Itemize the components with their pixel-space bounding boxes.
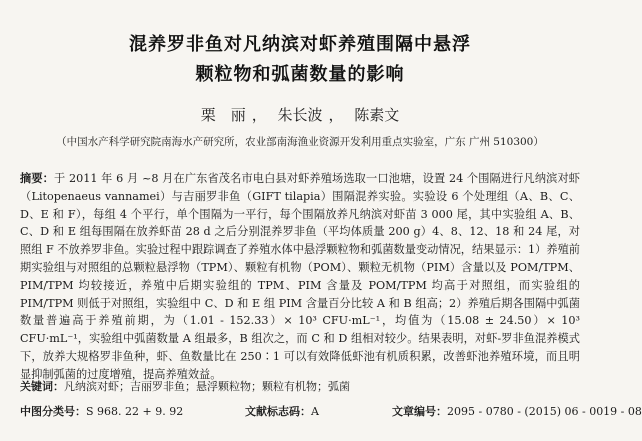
title-line-2: 颗粒物和弧菌数量的影响 bbox=[195, 64, 405, 85]
abstract-label: 摘要： bbox=[20, 172, 54, 185]
keywords-label: 关键词： bbox=[20, 380, 64, 393]
keywords-text: 凡纳滨对虾；吉丽罗非鱼；悬浮颗粒物；颗粒有机物；弧菌 bbox=[64, 380, 350, 393]
author-2: 朱长波 bbox=[277, 106, 323, 124]
affiliation: （中国水产科学研究院南海水产研究所，农业部南海渔业资源开发利用重点实验室，广东 广州 510300） bbox=[56, 136, 544, 148]
abstract bbox=[20, 170, 580, 384]
article-no-value: 2095 - 0780 - (2015) 06 - 0019 - 08 bbox=[447, 405, 642, 418]
title-line-1: 混养罗非鱼对凡纳滨对虾养殖围隔中悬浮 bbox=[129, 34, 471, 55]
article-no-label: 文章编号： bbox=[392, 405, 447, 418]
document-code bbox=[245, 403, 319, 419]
author-1: 栗 丽 bbox=[200, 106, 246, 124]
author-3: 陈素文 bbox=[354, 106, 400, 124]
author-list: 栗 丽 ， 朱长波 ， 陈素文 bbox=[200, 106, 400, 124]
doc-code-label: 文献标志码： bbox=[245, 405, 311, 418]
abstract-text: 于 2011 年 6 月 ~8 月在广东省茂名市电白县对虾养殖场选取一口池塘，设置 24 个围隔进行凡纳滨对虾（Litopenaeus vannamei）与吉丽罗非鱼（GIFT tilapia）围隔混养实验。实验设 6 个处理组（A、B、C、D、E 和 F），每组 4 个平行，单个围隔为一平行，每个围隔放养凡纳滨对虾苗 3 000 尾，其中实验组 A、B、C、D 和 E 组每围隔在放养虾苗 28 d 之后分别混养罗非鱼（平均体质量 200 g）4、8、12、18 和 24 尾，对照组 F 不放养罗非鱼。实验过程中跟踪调查了养殖水体中悬浮颗粒物和弧菌数量变动情况，结果显示：1）养殖前期实验组与对照组的总颗粒悬浮物（TPM）、颗粒有机物（POM）、颗粒无机物（PIM）含量以及 POM/TPM、PIM/TPM 均较接近，养殖中后期实验组的 TPM、PIM 含量及 POM/TPM 均高于对照组，而实验组的 PIM/TPM 则低于对照组，实验组中 C、D 和 E 组 PIM 含量百分比较 A 和 B 组高；2）养殖后期各围隔中弧菌数量普遍高于养殖前期，为（1.01 - 152.33）× 10³ CFU·mL⁻¹，均值为（15.08 ± 24.50）× 10³ CFU·mL⁻¹，实验组中弧菌数量 A 组最多，B 组次之，而 C 和 D 组相对较少。结果表明，对虾-罗非鱼混养模式下，放养大规格罗非鱼种，虾、鱼数量比在 250∶1 可以有效降低虾池有机质积累，改善虾池养殖环境，而且明显抑制弧菌的过度增殖，提高养殖效益。 bbox=[20, 172, 580, 381]
clc-value: S 968. 22 + 9. 92 bbox=[86, 405, 184, 418]
clc-number bbox=[20, 403, 183, 419]
article-number bbox=[392, 403, 642, 419]
doc-code-value: A bbox=[311, 405, 319, 418]
clc-label: 中图分类号： bbox=[20, 405, 86, 418]
keywords bbox=[20, 378, 350, 394]
